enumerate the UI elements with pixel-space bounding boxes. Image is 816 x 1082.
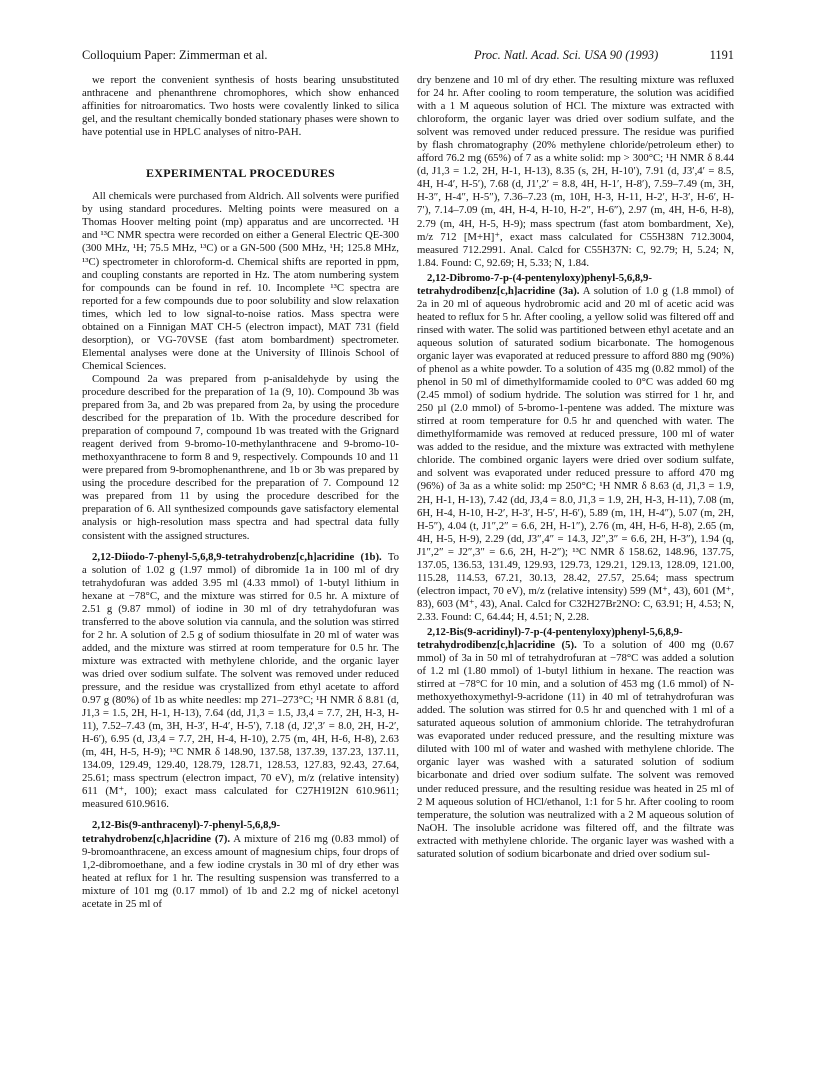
compound-1b-text: To a solution of 1.02 g (1.97 mmol) of dibromide 1a in 100 ml of dry tetrahydofuran was added 3.95 ml (4.33 mmol) of 1-butyl lithium in hexane at −78°C, and the mixture was stirred for 0.5 hr. A mixture of 2.51 g (9.87 mmol) of iodine in 30 ml of dry tetrahydofuran was transferred to the above solution via cannula, and the solution was stirred for 2 hr. A solution of 2.5 g of sodium thiosulfate in 20 ml of water was added, and the mixture was stirred at room temperature for 0.5 hr. The mixture was extracted with methylene chloride, and the organic layer was dried over sodium sulfate. The solvent was removed under reduced pressure, and the residue was crystallized from ethyl acetate to afford 0.97 g (80%) of 1b as white needles: mp 271–273°C; ¹H NMR δ 8.81 (d, J1,3 = 1.5, 2H, H-1, H-13), 7.64 (dd, J1,3 = 1.5, J3,4 = 7.7, 2H, H-3, H-11), 7.52–7.43 (m, 3H, H-3′, H-4′, H-5′), 7.18 (d, J2′,3′ = 8.0, 2H, H-2′, H-6′), 6.95 (d, J3,4 = 7.7, 2H, H-4, H-10), 2.75 (m, 4H, H-6, H-8), 2.63 (m, 4H, H-5, H-9); ¹³C NMR δ 148.90, 137.58, 137.39, 137.23, 137.11, 134.09, 129.49, 129.40, 128.79, 128.71, 128.53, 127.83, 92.43, 27.64, 25.61; mass spectrum (electron impact, 70 eV), m/z (relative intensity) 611 (M⁺, 100); exact mass calculated for C27H19I2N 610.9611; measured 610.9616.: [82, 550, 399, 811]
intro-paragraph: we report the convenient synthesis of hosts bearing unsubstituted anthracene and phenanthrene chromophores, which show enhanced affinities for nitroaromatics. Two hosts were covalently linked to silica gel, and the resultant chemically bonded stationary phases were shown to have potential use in HPLC analyses of nitro-PAH.: [82, 74, 399, 139]
compound-7-text: A mixture of 216 mg (0.83 mmol) of 9-bromoanthracene, an excess amount of magnesium chips, four drops of 1,2-dibromoethane, and a few iodine crystals in 30 ml of dry ether was heated at reflux for 1 hr. The resulting suspension was transferred to a mixture of 101 mg (0.17 mmol) of 1b and 2.2 mg of nickel acetonyl acetate in 25 ml of: [82, 832, 399, 910]
header-paper-title: Colloquium Paper: Zimmerman et al.: [82, 48, 268, 62]
compound-5-paragraph: [417, 626, 734, 861]
compound-7-continued: dry benzene and 10 ml of dry ether. The resulting mixture was refluxed for 24 hr. After cooling to room temperature, the solution was acidified with a 1 M aqueous solution of HCl. The mixture was extracted with chloroform, the organic layer was dried over sodium sulfate, and the solvent was removed under reduced pressure. The residue was purified by flash chromatography (20% methylene chloride/petroleum ether) to afford 76.2 mg (65%) of 7 as a white solid: mp > 300°C; ¹H NMR δ 8.44 (d, J1,3 = 1.2, 2H, H-1, H-13), 8.35 (s, 2H, H-10′), 7.91 (d, J3′,4′ = 8.5, 4H, H-4′, H-5′), 7.68 (d, J1′,2′ = 8.8, 4H, H-1′, H-8′), 7.59–7.49 (m, 3H, H-3″, H-4″, H-5″), 7.36–7.23 (m, 10H, H-3, H-11, H-2′, H-3′, H-6′, H-7′), 7.14–7.09 (m, 4H, H-4, H-10, H-2″, H-6″), 2.97 (m, 4H, H-6, H-8), 2.79 (m, 4H, H-5, H-9); mass spectrum (fast atom bombardment, Xe), m/z 712 [M+H]⁺, exact mass calculated for C55H38N 712.3004, measured 712.2991. Anal. Calcd for C55H37N: C, 92.79; H, 5.24; N, 1.84. Found: C, 92.69; H, 5.33; N, 1.84.: [417, 74, 734, 269]
compound-7-title: 2,12-Bis(9-anthracenyl)-7-phenyl-5,6,8,9-tetrahydrobenz[c,h]acridine (7).: [82, 819, 281, 845]
general-methods-paragraph: All chemicals were purchased from Aldrich. All solvents were purified by using standard procedures. Melting points were measured on a Thomas Hoover melting point (mp) apparatus and are uncorrected. ¹H and ¹³C NMR spectra were recorded on either a General Electric QE-300 (300 MHz, ¹H; 75.5 MHz, ¹³C) or a GN-500 (500 MHz, ¹H; 125.8 MHz, ¹³C) spectrometer in chloroform-d. Chemical shifts are reported in ppm, and coupling constants are reported in Hz. The atom numbering system for compounds can be found in ref. 10. Incomplete ¹³C spectra are reported for a few compounds due to poor solubility and slow relaxation times, which led to low signal-to-noise ratios. Mass spectra were obtained on a Finnigan MAT CH-5 (electron impact), MAT 731 (field desorption), or VG-70VSE (fast atom bombardment) spectrometer. Elemental analyses were done at the University of Illinois School of Chemical Sciences.: [82, 190, 399, 372]
section-heading: EXPERIMENTAL PROCEDURES: [145, 166, 336, 181]
compound-7-paragraph: [82, 819, 399, 910]
compounds-paragraph: Compound 2a was prepared from p-anisaldehyde by using the procedure described for the preparation of 1a (9, 10). Compound 3b was prepared from 3a, and 2b was prepared from 2a, by using the procedure described for the preparation of 1b. With the procedure described for preparation of compound 7, compound 1b was treated with the Grignard reagent derived from 9-bromo-10-methylanthracene and 9-bromo-10-methoxyanthracene to form 8 and 9, respectively. Compounds 10 and 11 were prepared from 9-bromophenanthrene, and 1b or 3b was prepared by using the procedure described for the preparation of 7. Compound 12 was prepared from 11 by using the procedure described for the preparation of 6. All synthesized compounds gave satisfactory elemental analysis or high-resolution mass spectra and had spectral data fully consistent with the assigned structures.: [82, 372, 399, 542]
compound-3a-text: A solution of 1.0 g (1.8 mmol) of 2a in 20 ml of aqueous hydrobromic acid and 20 ml of acetic acid was heated to reflux for 5 hr. After cooling, a yellow solid was filtered off and rinsed with water. The solid was partitioned between ethyl acetate and an aqueous solution of saturated sodium bicarbonate. The homogenous organic layer was evaporated at reduced pressure to afford 880 mg (90%) of phenol as a white powder. To a solution of 435 mg (0.82 mmol) of the phenol in 50 ml of dimethylformamide cooled to 0°C was added 60 mg (2.45 mmol) of sodium hydride. The solution was stirred for 1 hr, and 250 µl (2.0 mmol) of 5-bromo-1-pentene was added. The mixture was stirred at room temperature for 0.5 hr and quenched with water. The dimethylformamide was removed at reduced pressure, 100 ml of water was added to the residue, and the mixture was extracted with methylene chloride. The combined organic layers were dried over sodium sulfate, and solvent was evaporated under reduced pressure to afford 470 mg (96%) of 3a as a white solid: mp 250°C; ¹H NMR δ 8.63 (d, J1,3 = 1.9, 2H, H-1, H-13), 7.42 (dd, J3,4 = 8.0, J1,3 = 1.9, 2H, H-3, H-11), 7.08 (m, 6H, H-4, H-10, H-2′, H-3′, H-5′, H-6′), 5.89 (m, 1H, H-4″), 5.07 (m, 2H, H-5″), 4.04 (t, J1″,2″ = 6.6, 2H, H-1″), 2.76 (m, 4H, H-6, H-8), 2.65 (m, 4H, H-5, H-9), 2.29 (dd, J3″,4″ = 14.3, J2″,3″ = 6.6, 2H, H-3″), 1.94 (q, J1″,2″ = J2″,3″ = 6.6, 2H, H-2″); ¹³C NMR δ 158.62, 148.96, 137.75, 137.05, 136.53, 131.49, 129.93, 129.73, 129.21, 129.13, 128.09, 121.00, 115.28, 114.53, 67.21, 30.13, 28.42, 27.57, 25.64; mass spectrum (electron impact, 70 eV), m/z (relative intensity) 599 (M⁺, 43), 601 (M⁺, 83), 603 (M⁺, 43), Anal. Calcd for C32H27Br2NO: C, 63.91; H, 4.53; N, 2.33. Found: C, 64.44; H, 4.51; N, 2.28.: [417, 284, 734, 623]
header-page-number: 1191: [709, 48, 734, 62]
compound-5-title: 2,12-Bis(9-acridinyl)-7-p-(4-pentenyloxy)phenyl-5,6,8,9-tetrahydrodibenz[c,h]acridine (5).: [417, 625, 683, 652]
compound-1b-paragraph: [82, 551, 399, 812]
compound-5-text: To a solution of 400 mg (0.67 mmol) of 3a in 50 ml of tetrahydrofuran at −78°C was added a solution of 1.2 ml (1.80 mmol) of 1-butyl lithium in hexane. The reaction was stirred at −78°C for 10 min, and a solution of 453 mg (1.6 mmol) of N-methoxyethoxymethyl-9-acridone (11) in 40 ml of tetrahydrofuran was added. The solution was stirred for 0.5 hr and quenched with 1 ml of a saturated aqueous solution of ammonium chloride. The tetrahydrofuran was evaporated under reduced pressure, and the resulting mixture was diluted with 100 ml of water and washed with methylene chloride. The organic layer was washed with a saturated solution of sodium bicarbonate and dried over sodium sulfate. The solvent was removed under reduced pressure, and the resulting residue was heated in 25 ml of 2 M aqueous solution of HCl/ethanol, 1:1 for 5 hr. After cooling to room temperature, the solution was neutralized with a 2 M aqueous solution of NaOH. The insoluble acridone was filtered off, and the filtrate was extracted with methylene chloride. The organic layer was washed with a saturated solution of sodium bicarbonate and dried over sodium sul-: [417, 639, 734, 860]
running-header: [82, 48, 734, 68]
right-column: [417, 74, 734, 1064]
header-journal: Proc. Natl. Acad. Sci. USA 90 (1993): [474, 48, 659, 62]
compound-1b-title: 2,12-Diiodo-7-phenyl-5,6,8,9-tetrahydrobenz[c,h]acridine (1b).: [92, 550, 382, 563]
left-column: [82, 74, 399, 1064]
compound-3a-paragraph: [417, 272, 734, 624]
compound-3a-title: 2,12-Dibromo-7-p-(4-pentenyloxy)phenyl-5,6,8,9-tetrahydrodibenz[c,h]acridine (3a).: [417, 271, 652, 297]
